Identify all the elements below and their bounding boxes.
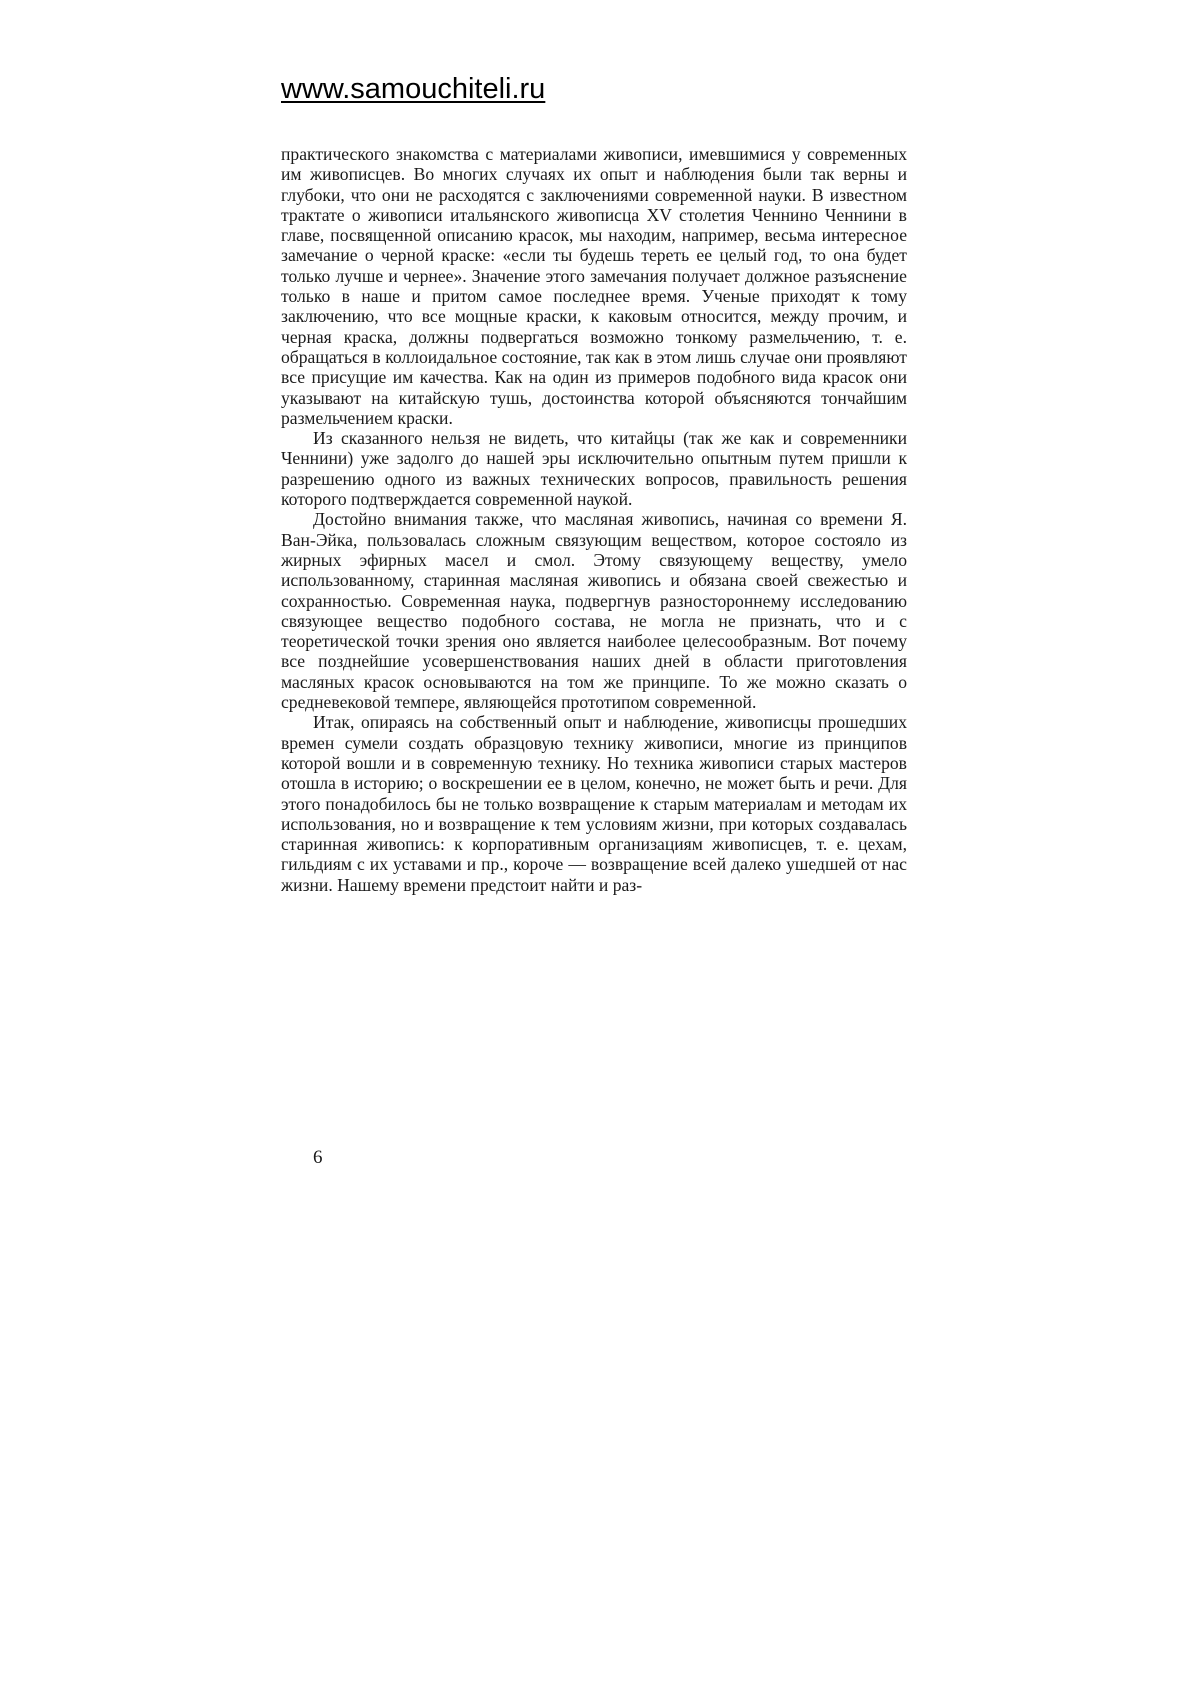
page-number: 6 <box>313 1147 323 1169</box>
site-url-header[interactable]: www.samouchiteli.ru <box>281 72 545 106</box>
paragraph-4: Итак, опираясь на собственный опыт и наблюдение, живописцы прошедших времен сумели создать образцовую технику живописи, многие из принципов которой вошли и в современную технику. Но техника живописи старых мастеров отошла в историю; о воскрешении ее в целом, конечно, не может быть и речи. Для этого понадобилось бы не только возвращение к старым материалам и методам их использования, но и возвращение к тем условиям жизни, при которых создавалась старинная живопись: к корпоративным организациям живописцев, т. е. цехам, гильдиям с их уставами и пр., короче — возвращение всей далеко ушедшей от нас жизни. Нашему времени предстоит найти и раз- <box>281 712 907 895</box>
page-body-text <box>281 144 907 895</box>
paragraph-2: Из сказанного нельзя не видеть, что китайцы (так же как и современники Ченнини) уже задолго до нашей эры исключительно опытным путем пришли к разрешению одного из важных технических вопросов, правильность решения которого подтверждается современной наукой. <box>281 428 907 509</box>
paragraph-3: Достойно внимания также, что масляная живопись, начиная со времени Я. Ван-Эйка, пользовалась сложным связующим веществом, которое состояло из жирных эфирных масел и смол. Этому связующему веществу, умело использованному, старинная масляная живопись и обязана своей свежестью и сохранностью. Современная наука, подвергнув разностороннему исследованию связующее вещество подобного состава, не могла не признать, что и с теоретической точки зрения оно является наиболее целесообразным. Вот почему все позднейшие усовершенствования наших дней в области приготовления масляных красок основываются на том же принципе. То же можно сказать о средневековой темпере, являющейся прототипом современной. <box>281 509 907 712</box>
paragraph-1: практического знакомства с материалами живописи, имевшимися у современных им живописцев. Во многих случаях их опыт и наблюдения были так верны и глубоки, что они не расходятся с заключениями современной науки. В известном трактате о живописи итальянского живописца XV столетия Ченнино Ченнини в главе, посвященной описанию красок, мы находим, например, весьма интересное замечание о черной краске: «если ты будешь тереть ее целый год, то она будет только лучше и чернее». Значение этого замечания получает должное разъяснение только в наше и притом самое последнее время. Ученые приходят к тому заключению, что все мощные краски, к каковым относится, между прочим, и черная краска, должны подвергаться возможно тонкому размельчению, т. е. обращаться в коллоидальное состояние, так как в этом лишь случае они проявляют все присущие им качества. Как на один из примеров подобного вида красок они указывают на китайскую тушь, достоинства которой объясняются тончайшим размельчением краски. <box>281 144 907 428</box>
